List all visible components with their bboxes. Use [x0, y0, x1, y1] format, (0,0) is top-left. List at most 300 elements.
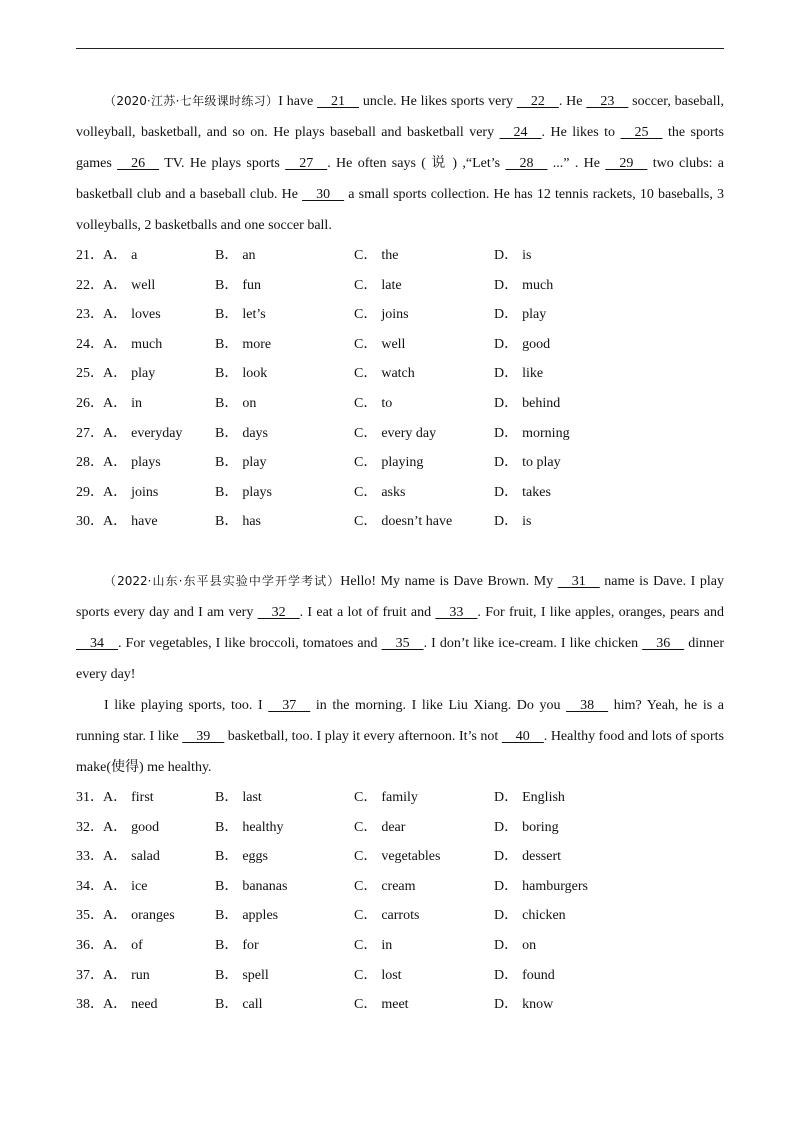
question-number: 35．: [76, 908, 104, 924]
option-text: late: [381, 277, 402, 293]
option-d[interactable]: [494, 813, 559, 843]
question-number: 21．: [76, 248, 104, 263]
option-letter: A．: [103, 908, 128, 924]
question-row: [76, 419, 724, 449]
option-text: ice: [131, 878, 148, 894]
option-letter: A．: [103, 366, 128, 382]
option-text: eggs: [242, 849, 269, 865]
blank-34: 34: [76, 635, 118, 651]
question-row: [76, 961, 724, 991]
option-a[interactable]: [103, 783, 154, 813]
option-letter: D．: [494, 425, 519, 441]
option-letter: A．: [103, 878, 128, 894]
option-letter: C．: [354, 849, 378, 865]
option-letter: B．: [215, 366, 239, 382]
question-number: 29．: [76, 484, 104, 500]
option-letter: B．: [215, 484, 239, 500]
question-row: [76, 990, 724, 1020]
option-letter: D．: [494, 336, 519, 352]
option-text: first: [131, 789, 154, 805]
option-c[interactable]: [354, 419, 436, 449]
option-b[interactable]: [215, 931, 259, 961]
option-letter: B．: [215, 997, 239, 1013]
option-text: bananas: [242, 878, 288, 894]
option-letter: B．: [215, 277, 239, 293]
option-letter: B．: [215, 908, 239, 924]
option-b[interactable]: [215, 300, 266, 330]
option-letter: C．: [354, 878, 378, 894]
option-b[interactable]: [215, 359, 267, 389]
option-text: joins: [381, 307, 409, 323]
option-c[interactable]: [354, 931, 392, 961]
option-text: like: [522, 366, 544, 382]
blank-37: 37: [268, 697, 311, 713]
option-text: English: [522, 789, 565, 805]
option-a[interactable]: [103, 872, 147, 902]
option-d[interactable]: [494, 507, 531, 537]
option-letter: D．: [494, 366, 519, 382]
question-row: [76, 241, 724, 271]
option-letter: B．: [215, 789, 239, 805]
option-d[interactable]: [494, 478, 551, 508]
option-d[interactable]: [494, 271, 553, 301]
option-b[interactable]: [215, 961, 269, 991]
option-letter: C．: [354, 248, 378, 263]
option-text: play: [131, 366, 156, 382]
question-number: 36．: [76, 937, 104, 953]
option-letter: A．: [103, 997, 128, 1013]
option-text: dessert: [522, 849, 562, 865]
option-text: asks: [381, 484, 406, 500]
option-text: chicken: [522, 908, 566, 924]
option-d[interactable]: [494, 300, 546, 330]
option-c[interactable]: [354, 271, 402, 301]
option-text: lost: [381, 967, 402, 983]
option-text: plays: [131, 455, 161, 471]
option-letter: D．: [494, 997, 519, 1013]
option-letter: A．: [103, 277, 128, 293]
passage-1-source: （2020·江苏·七年级课时练习）: [104, 94, 279, 108]
option-letter: A．: [103, 395, 128, 411]
option-text: an: [242, 248, 256, 263]
option-letter: C．: [354, 336, 378, 352]
blank-30: 30: [302, 187, 345, 202]
passage-text: . He often says ( 说 ) ,“Let’s: [327, 156, 506, 171]
option-text: play: [242, 455, 267, 471]
option-text: behind: [522, 395, 561, 411]
option-letter: D．: [494, 455, 519, 471]
option-text: let’s: [242, 307, 266, 323]
option-text: loves: [131, 307, 161, 323]
option-letter: B．: [215, 514, 239, 530]
option-letter: C．: [354, 514, 378, 530]
passage-1-paragraph: [76, 86, 724, 241]
passage-text: uncle. He likes sports very: [359, 94, 517, 109]
option-c[interactable]: [354, 478, 405, 508]
option-text: morning: [522, 425, 570, 441]
option-b[interactable]: [215, 507, 261, 537]
option-letter: C．: [354, 937, 378, 953]
passage-text: dinner every day!: [76, 635, 724, 682]
question-number: 24．: [76, 336, 104, 352]
option-text: know: [522, 997, 554, 1013]
option-a[interactable]: [103, 901, 175, 931]
option-letter: C．: [354, 366, 378, 382]
option-a[interactable]: [103, 359, 155, 389]
option-b[interactable]: [215, 842, 268, 872]
option-text: family: [381, 789, 418, 805]
option-c[interactable]: [354, 300, 409, 330]
option-text: to: [381, 395, 393, 411]
option-a[interactable]: [103, 931, 143, 961]
question-row: [76, 389, 724, 419]
question-row: [76, 507, 724, 537]
option-b[interactable]: [215, 901, 278, 931]
option-letter: A．: [103, 849, 128, 865]
question-number: 22．: [76, 277, 104, 293]
blank-33: 33: [435, 604, 478, 620]
option-text: apples: [242, 908, 279, 924]
option-d[interactable]: [494, 419, 570, 449]
option-letter: D．: [494, 277, 519, 293]
option-text: a: [131, 248, 138, 263]
passage-2-paragraph-1: [76, 566, 724, 690]
option-letter: D．: [494, 307, 519, 323]
option-a[interactable]: [103, 241, 137, 271]
question-row: [76, 478, 724, 508]
option-text: call: [242, 997, 263, 1013]
option-letter: D．: [494, 819, 519, 835]
option-letter: C．: [354, 819, 378, 835]
option-letter: C．: [354, 277, 378, 293]
option-text: on: [522, 937, 537, 953]
option-text: vegetables: [381, 849, 441, 865]
option-c[interactable]: [354, 389, 392, 419]
question-row: [76, 842, 724, 872]
option-letter: C．: [354, 455, 378, 471]
passage-text: him? Yeah, he is a running star. I like: [76, 697, 724, 744]
passage-text: soccer, baseball, volleyball, basketball, and so on. He plays baseball and basketball very: [76, 94, 725, 140]
option-text: well: [131, 277, 156, 293]
option-a[interactable]: [103, 448, 161, 478]
blank-32: 32: [257, 604, 300, 620]
option-letter: B．: [215, 248, 239, 263]
blank-27: 27: [285, 156, 328, 171]
option-a[interactable]: [103, 990, 158, 1020]
passage-text: . He: [558, 94, 587, 109]
option-letter: B．: [215, 849, 239, 865]
option-b[interactable]: [215, 872, 287, 902]
question-row: [76, 448, 724, 478]
option-letter: B．: [215, 425, 239, 441]
question-number: 31．: [76, 789, 104, 805]
option-text: oranges: [131, 908, 175, 924]
passage-text: I like playing sports, too. I: [104, 697, 269, 713]
question-number: 37．: [76, 967, 104, 983]
option-c[interactable]: [354, 783, 418, 813]
option-text: boring: [522, 819, 559, 835]
passage-text: I have: [278, 94, 318, 109]
option-text: everyday: [131, 425, 183, 441]
blank-25: 25: [620, 125, 663, 140]
question-number: 30．: [76, 514, 104, 530]
option-a[interactable]: [103, 389, 142, 419]
blank-26: 26: [117, 156, 160, 171]
option-b[interactable]: [215, 271, 261, 301]
option-text: is: [522, 514, 532, 530]
passage-text: ...” . He: [547, 156, 606, 171]
option-text: much: [131, 336, 163, 352]
option-text: carrots: [381, 908, 420, 924]
question-row: [76, 931, 724, 961]
option-text: good: [131, 819, 160, 835]
option-text: spell: [242, 967, 269, 983]
question-row: [76, 901, 724, 931]
option-letter: A．: [103, 248, 128, 263]
option-a[interactable]: [103, 271, 155, 301]
option-text: last: [242, 789, 262, 805]
option-text: run: [131, 967, 150, 983]
option-a[interactable]: [103, 961, 150, 991]
question-number: 27．: [76, 425, 104, 441]
option-text: look: [242, 366, 268, 382]
option-letter: C．: [354, 307, 378, 323]
option-text: every day: [381, 425, 437, 441]
question-number: 25．: [76, 366, 104, 382]
blank-23: 23: [586, 94, 629, 109]
option-letter: C．: [354, 789, 378, 805]
option-letter: D．: [494, 849, 519, 865]
option-text: have: [131, 514, 158, 530]
option-c[interactable]: [354, 241, 398, 271]
option-text: in: [131, 395, 143, 411]
option-c[interactable]: [354, 901, 419, 931]
passage-text: . I eat a lot of fruit and: [299, 604, 436, 620]
blank-21: 21: [317, 94, 360, 109]
option-letter: A．: [103, 307, 128, 323]
option-c[interactable]: [354, 507, 452, 537]
option-b[interactable]: [215, 241, 256, 271]
option-b[interactable]: [215, 813, 284, 843]
option-d[interactable]: [494, 389, 560, 419]
passage-2-source: （2022·山东·东平县实验中学开学考试）: [104, 573, 341, 588]
option-text: well: [381, 336, 406, 352]
option-text: of: [131, 937, 143, 953]
option-letter: C．: [354, 997, 378, 1013]
option-letter: A．: [103, 819, 128, 835]
option-a[interactable]: [103, 813, 159, 843]
option-b[interactable]: [215, 478, 272, 508]
option-text: cream: [381, 878, 416, 894]
passage-text: two clubs: a basketball club and a baseball club. He: [76, 156, 725, 202]
option-letter: A．: [103, 455, 128, 471]
passage-text: Hello! My name is Dave Brown. My: [340, 573, 558, 589]
option-letter: D．: [494, 789, 519, 805]
question-row: [76, 330, 724, 360]
option-d[interactable]: [494, 241, 531, 271]
question-row: [76, 359, 724, 389]
question-number: 38．: [76, 997, 104, 1013]
option-d[interactable]: [494, 842, 561, 872]
option-text: meet: [381, 997, 409, 1013]
option-text: to play: [522, 455, 561, 471]
option-c[interactable]: [354, 872, 416, 902]
question-number: 34．: [76, 878, 104, 894]
option-letter: A．: [103, 967, 128, 983]
blank-28: 28: [505, 156, 548, 171]
blank-36: 36: [642, 635, 685, 651]
option-d[interactable]: [494, 931, 536, 961]
option-b[interactable]: [215, 330, 271, 360]
option-text: healthy: [242, 819, 284, 835]
passage-2-paragraph-2: [76, 690, 724, 783]
option-text: hamburgers: [522, 878, 588, 894]
exam-page: [76, 86, 724, 1020]
passage-text: a small sports collection. He has 12 tennis rackets, 10 baseballs, 3 volleyballs, 2 basketballs and one soccer ball.: [76, 187, 724, 233]
option-text: takes: [522, 484, 551, 500]
option-c[interactable]: [354, 359, 415, 389]
option-c[interactable]: [354, 813, 405, 843]
passage-text: name is Dave. I play sports every day and I am very: [76, 573, 725, 620]
option-b[interactable]: [215, 389, 256, 419]
header-rule: [76, 48, 724, 49]
passage-text: . Healthy food and lots of sports make(使得) me healthy.: [76, 728, 725, 775]
passage-text: TV. He plays sports: [159, 156, 286, 171]
option-letter: B．: [215, 336, 239, 352]
option-letter: A．: [103, 789, 128, 805]
option-letter: A．: [103, 336, 128, 352]
option-text: need: [131, 997, 158, 1013]
option-text: for: [242, 937, 259, 953]
passage-text: . I don’t like ice-cream. I like chicken: [423, 635, 643, 651]
option-c[interactable]: [354, 842, 440, 872]
option-d[interactable]: [494, 330, 550, 360]
question-row: [76, 271, 724, 301]
option-a[interactable]: [103, 842, 160, 872]
option-d[interactable]: [494, 990, 553, 1020]
option-d[interactable]: [494, 783, 565, 813]
option-letter: B．: [215, 455, 239, 471]
passage-text: the sports games: [76, 125, 724, 171]
option-text: found: [522, 967, 555, 983]
option-letter: C．: [354, 395, 378, 411]
passage-text: . For fruit, I like apples, oranges, pears and: [477, 604, 725, 620]
option-text: play: [522, 307, 547, 323]
option-letter: D．: [494, 395, 519, 411]
option-letter: D．: [494, 514, 519, 530]
blank-38: 38: [566, 697, 609, 713]
option-b[interactable]: [215, 783, 262, 813]
option-letter: B．: [215, 937, 239, 953]
option-c[interactable]: [354, 448, 423, 478]
option-a[interactable]: [103, 419, 182, 449]
question-number: 33．: [76, 849, 104, 865]
option-text: in: [381, 937, 393, 953]
option-d[interactable]: [494, 359, 543, 389]
option-letter: A．: [103, 937, 128, 953]
option-a[interactable]: [103, 300, 161, 330]
option-text: the: [381, 248, 399, 263]
option-text: good: [522, 336, 551, 352]
option-c[interactable]: [354, 330, 405, 360]
option-c[interactable]: [354, 990, 409, 1020]
option-text: has: [242, 514, 262, 530]
question-number: 26．: [76, 395, 104, 411]
option-b[interactable]: [215, 419, 268, 449]
option-letter: D．: [494, 908, 519, 924]
option-letter: B．: [215, 395, 239, 411]
blank-22: 22: [516, 94, 559, 109]
question-row: [76, 300, 724, 330]
option-letter: C．: [354, 967, 378, 983]
option-letter: D．: [494, 248, 519, 263]
option-text: is: [522, 248, 532, 263]
passage-2-questions: [76, 783, 724, 1020]
passage-1-questions: [76, 241, 724, 537]
option-b[interactable]: [215, 990, 263, 1020]
passage-text: . He likes to: [541, 125, 621, 140]
option-letter: D．: [494, 967, 519, 983]
option-d[interactable]: [494, 448, 561, 478]
option-text: much: [522, 277, 554, 293]
question-row: [76, 783, 724, 813]
option-d[interactable]: [494, 872, 588, 902]
blank-39: 39: [182, 728, 225, 744]
option-b[interactable]: [215, 448, 266, 478]
option-a[interactable]: [103, 478, 158, 508]
option-a[interactable]: [103, 330, 162, 360]
option-letter: D．: [494, 484, 519, 500]
option-letter: B．: [215, 878, 239, 894]
option-letter: B．: [215, 967, 239, 983]
option-d[interactable]: [494, 901, 566, 931]
option-text: on: [242, 395, 257, 411]
option-letter: D．: [494, 937, 519, 953]
question-number: 28．: [76, 455, 104, 471]
passage-text: . For vegetables, I like broccoli, tomatoes and: [118, 635, 382, 651]
blank-24: 24: [499, 125, 542, 140]
passage-text: basketball, too. I play it every afternoon. It’s not: [224, 728, 502, 744]
option-letter: A．: [103, 484, 128, 500]
option-text: dear: [381, 819, 406, 835]
option-text: watch: [381, 366, 415, 382]
option-d[interactable]: [494, 961, 555, 991]
blank-35: 35: [381, 635, 424, 651]
question-row: [76, 872, 724, 902]
option-text: playing: [381, 455, 424, 471]
option-a[interactable]: [103, 507, 158, 537]
option-c[interactable]: [354, 961, 402, 991]
option-text: salad: [131, 849, 160, 865]
option-text: more: [242, 336, 272, 352]
option-letter: B．: [215, 819, 239, 835]
option-letter: C．: [354, 425, 378, 441]
option-text: days: [242, 425, 269, 441]
option-letter: D．: [494, 878, 519, 894]
option-letter: A．: [103, 425, 128, 441]
option-letter: B．: [215, 307, 239, 323]
option-letter: A．: [103, 514, 128, 530]
passage-text: in the morning. I like Liu Xiang. Do you: [310, 697, 567, 713]
option-letter: C．: [354, 908, 378, 924]
blank-29: 29: [605, 156, 648, 171]
option-text: plays: [242, 484, 272, 500]
question-row: [76, 813, 724, 843]
question-number: 23．: [76, 307, 104, 323]
option-letter: C．: [354, 484, 378, 500]
option-text: doesn’t have: [381, 514, 453, 530]
option-text: joins: [131, 484, 159, 500]
